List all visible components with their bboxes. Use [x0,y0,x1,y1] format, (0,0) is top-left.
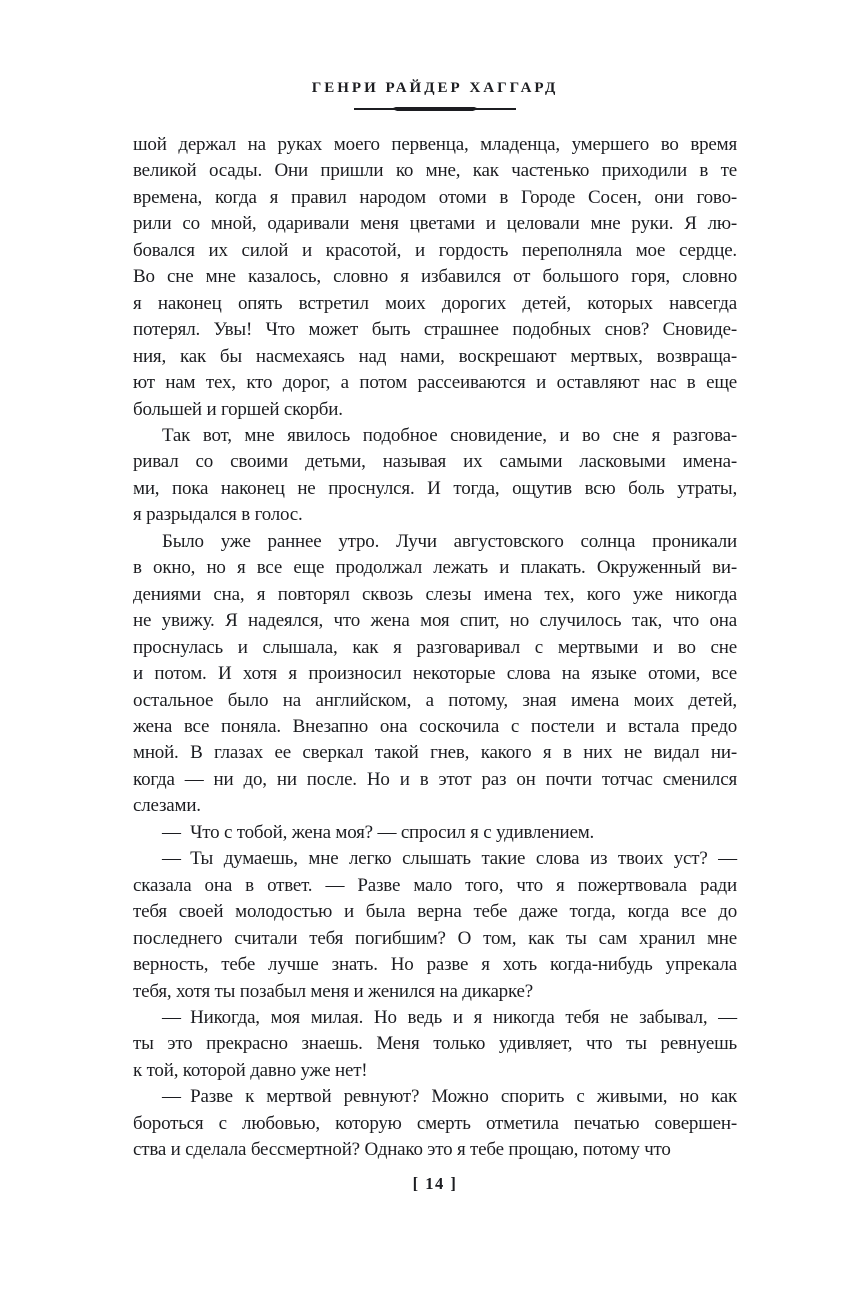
text-line: большей и горшей скорби. [133,398,343,420]
text-line: — Ты думаешь, мне легко слышать такие слова из твоих уст? — [162,848,737,870]
text-line: — Никогда, моя милая. Но ведь и я никогда тебя не забывал, — [162,1006,737,1028]
running-header [133,80,737,112]
text-line: сказала она в ответ. — Разве мало того, что я пожертвовала ради [133,874,737,896]
text-line: тебя, хотя ты позабыл меня и женился на дикарке? [133,980,533,1002]
text-line: бороться с любовью, которую смерть отметила печатью совершен- [133,1112,737,1134]
text-line: ют нам тех, кто дорог, а потом рассеиваются и оставляют нас в еще [133,372,737,394]
text-line: я наконец опять встретил моих дорогих детей, которых навсегда [133,292,737,314]
text-line: верность, тебе лучше знать. Но разве я хоть когда-нибудь упрекала [133,954,737,976]
text-line: слезами. [133,795,201,817]
text-line: ты это прекрасно знаешь. Меня только удивляет, что ты ревнуешь [133,1033,737,1055]
text-line: ства и сделала бессмертной? Однако это я тебе прощаю, потому что [133,1139,671,1161]
text-line: великой осады. Они пришли ко мне, как частенько приходили в те [133,160,737,182]
text-line: бовался их силой и красотой, и гордость переполняла мое сердце. [133,239,737,261]
text-line: остальное было на английском, а потому, зная имена моих детей, [133,689,737,711]
text-line: ния, как бы насмехаясь над нами, воскрешают мертвых, возвраща- [133,345,737,367]
text-line: тебя своей молодостью и была верна тебе даже тогда, когда все до [133,901,737,923]
text-line: шой держал на руках моего первенца, младенца, умершего во время [133,134,737,155]
text-line: ми, пока наконец не проснулся. И тогда, ощутив всю боль утраты, [133,477,737,499]
text-line: проснулась и слышала, как я разговаривал с мертвыми и во сне [133,636,737,658]
text-line: потерял. Увы! Что может быть страшнее подобных снов? Сновиде- [133,319,737,341]
paragraph [133,846,737,1005]
body-text-block [133,132,737,1164]
page-footer [133,1174,737,1194]
text-line: Было уже раннее утро. Лучи августовского солнца проникали [162,530,737,552]
paragraph [133,132,737,423]
text-line: Так вот, мне явилось подобное сновидение, и во сне я разгова- [162,424,737,446]
text-line: и потом. И хотя я произносил некоторые слова на языке отоми, все [133,663,737,685]
text-line: времена, когда я правил народом отоми в Городе Сосен, они гово- [133,186,737,208]
paragraph [133,423,737,529]
rule-thick-bar [391,107,479,112]
page-number: [ 14 ] [412,1174,458,1193]
text-line: — Что с тобой, жена моя? — спросил я с удивлением. [162,821,595,843]
paragraph [133,820,737,846]
paragraph [133,529,737,820]
header-rule-ornament [354,106,516,112]
text-line: когда — ни до, ни после. Но и в этот раз он почти тотчас сменился [133,768,737,790]
text-line: не увижу. Я надеялся, что жена моя спит, но случилось так, что она [133,610,737,632]
text-line: последнего считали тебя погибшим? О том, как ты сам хранил мне [133,927,737,949]
paragraph [133,1005,737,1084]
text-line: в окно, но я все еще продолжал лежать и плакать. Окруженный ви- [133,557,737,579]
text-line: рили со мной, одаривали меня цветами и целовали мне руки. Я лю- [133,213,737,235]
text-line: жена все поняла. Внезапно она соскочила с постели и встала предо [133,715,737,737]
running-header-author: ГЕНРИ РАЙДЕР ХАГГАРД [311,80,559,96]
text-line: я разрыдался в голос. [133,504,303,526]
text-line: к той, которой давно уже нет! [133,1059,368,1081]
text-line: дениями сна, я повторял сквозь слезы имена тех, кого уже никогда [133,583,737,605]
paragraph [133,1084,737,1163]
text-line: Во сне мне казалось, словно я избавился от большого горя, словно [133,266,737,288]
text-line: мной. В глазах ее сверкал такой гнев, какого я в них не видал ни- [133,742,737,764]
text-line: ривал со своими детьми, называя их самыми ласковыми имена- [133,451,737,473]
text-line: — Разве к мертвой ревнуют? Можно спорить с живыми, но как [162,1086,737,1108]
